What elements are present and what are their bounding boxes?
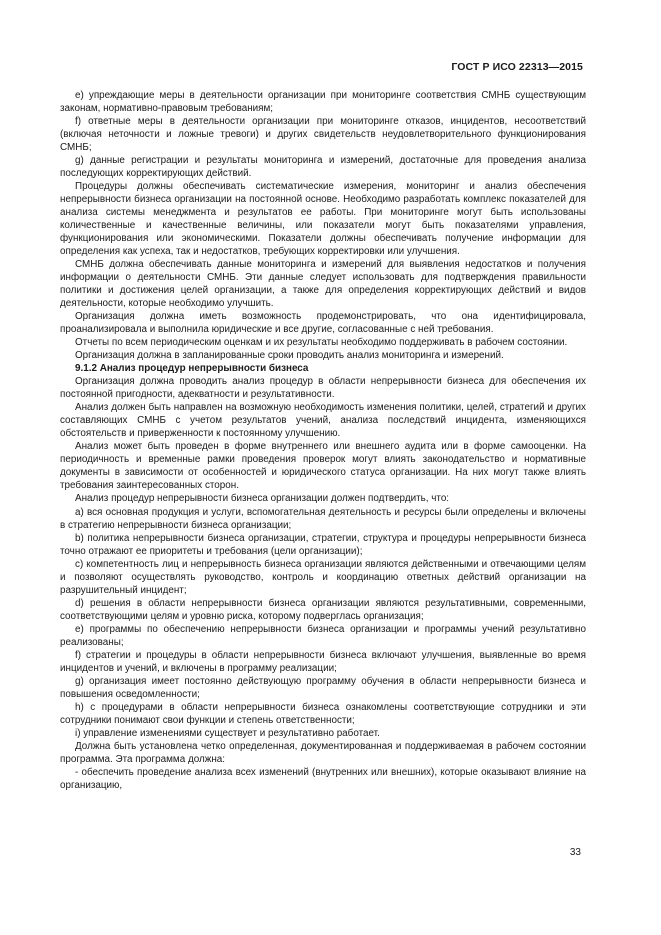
list-item-h: h) с процедурами в области непрерывности бизнеса ознакомлены соответствующие сотрудники и эти сотрудники понимают свои функции и степень ответственности; (60, 701, 586, 726)
list-item-f: f) стратегии и процедуры в области непрерывности бизнеса включают улучшения, выявленные во время инцидентов и учений, и включены в программу реализации; (60, 649, 586, 674)
paragraph-audit-form: Анализ может быть проведен в форме внутреннего или внешнего аудита или в форме самооценки. На периодичность и временные рамки проведения проверок могут влиять законодательство и нормативные документы в зависимости от особенностей и юридического статуса организации. На них могут также влиять требования заинтересованных сторон. (60, 441, 586, 492)
paragraph-confirm: Анализ процедур непрерывности бизнеса организации должен подтвердить, что: (75, 493, 450, 505)
list-item-g: g) организация имеет постоянно действующую программу обучения в области непрерывности бизнеса и повышения осведомленности; (60, 675, 586, 700)
paragraph-smnb-data: СМНБ должна обеспечивать данные мониторинга и измерений для выявления недостатков и получения информации о деятельности СМНБ. Эти данные следует использовать для подтверждения правильности политики и достижения целей организации, а также для определения корректирующих действий и видов деятельности, которые необходимо улучшить. (60, 259, 586, 310)
standard-header: ГОСТ Р ИСО 22313—2015 (451, 61, 583, 73)
list-item-a: a) вся основная продукция и услуги, вспомогательная деятельность и ресурсы были определены и включены в стратегию непрерывности бизнеса организации; (60, 506, 586, 531)
paragraph-reports: Отчеты по всем периодическим оценкам и их результаты необходимо поддерживать в рабочем состоянии. (75, 337, 568, 349)
page-number: 33 (569, 847, 581, 858)
list-item-d: d) решения в области непрерывности бизнеса организации являются результативными, современными, соответствующими целям и уровню риска, которому подверглась организация; (60, 597, 586, 622)
list-item-i: i) управление изменениями существует и результативно работает. (75, 727, 380, 739)
document-body (60, 89, 586, 792)
paragraph-analysis-direction: Анализ должен быть направлен на возможную необходимость изменения политики, целей, стратегий и других составляющих СМНБ с учетом результатов учений, анализа последствий инцидента, изменяющихся обстоятельств и приверженности к постоянному улучшению. (60, 402, 586, 440)
list-item-c: c) компетентность лиц и непрерывность бизнеса организации являются действенными и отвечающими целям и позволяют осуществлять руководство, контроль и координацию ответных действий организации на разрушительный инцидент; (60, 558, 586, 596)
section-heading-9-1-2: 9.1.2 Анализ процедур непрерывности бизнеса (75, 363, 309, 375)
list-item-f-response: f) ответные меры в деятельности организации при мониторинге отказов, инцидентов, несоответствий (включая неточности и ложные тревоги) и других свидетельств неудовлетворительного функционирования СМНБ; (60, 116, 586, 154)
list-item-dash: - обеспечить проведение анализа всех изменений (внутренних или внешних), которые оказывают влияние на организацию, (60, 766, 586, 791)
paragraph-demonstrate: Организация должна иметь возможность продемонстрировать, что она идентифицировала, проанализировала и выполнила юридические и все другие, согласованные с ней требования. (60, 311, 586, 336)
list-item-g-records: g) данные регистрации и результаты мониторинга и измерений, достаточные для проведения анализа последующих корректирующих действий. (60, 155, 586, 180)
paragraph-program: Должна быть установлена четко определенная, документированная и поддерживаемая в рабочем состоянии программа. Эта программа должна: (60, 740, 586, 765)
paragraph-analysis-procedures: Организация должна проводить анализ процедур в области непрерывности бизнеса для обеспечения их постоянной пригодности, адекватности и результативности. (60, 376, 586, 401)
paragraph-scheduled-analysis: Организация должна в запланированные сроки проводить анализ мониторинга и измерений. (75, 350, 504, 362)
list-item-e: e) программы по обеспечению непрерывности бизнеса организации и программы учений результативно реализованы; (60, 623, 586, 648)
list-item-b: b) политика непрерывности бизнеса организации, стратегии, структура и процедуры непрерывности бизнеса точно отражают ее приоритеты и требования (цели организации); (60, 532, 586, 557)
paragraph-procedures: Процедуры должны обеспечивать систематические измерения, мониторинг и анализ обеспечения непрерывности бизнеса организации на постоянной основе. Необходимо разработать комплекс показателей для анализа системы менеджмента и результатов ее работы. При мониторинге могут быть использованы количественные и качественные величины, или показатели могут быть показателями управления, функционирования или экономическими. Показатели должны обеспечивать получение информации для определения как успеха, так и недостатков, требующих корректировки или улучшения. (60, 181, 586, 258)
list-item-e-preventive: e) упреждающие меры в деятельности организации при мониторинге соответствия СМНБ существующим законам, нормативно-правовым требованиям; (60, 90, 586, 115)
